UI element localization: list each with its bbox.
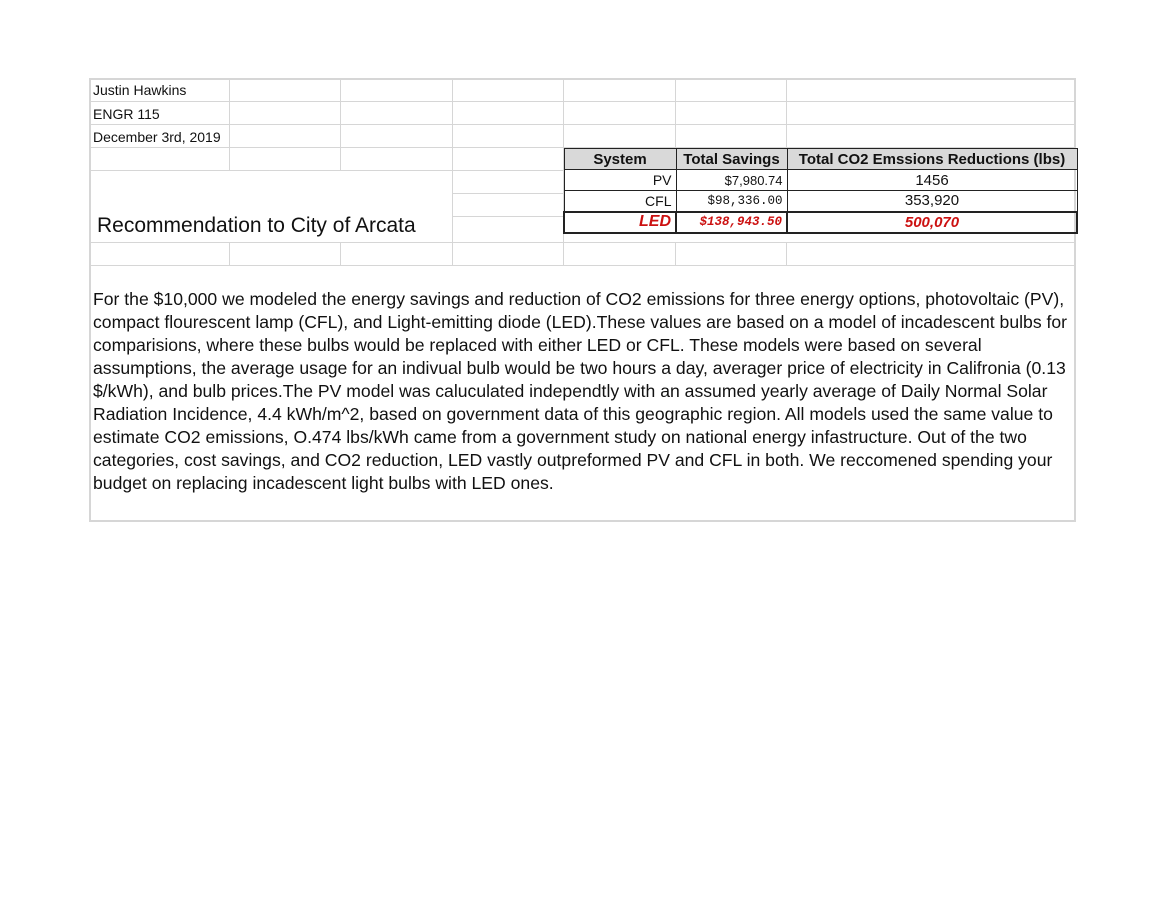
header-co2-reductions: Total CO2 Emssions Reductions (lbs) (787, 149, 1077, 170)
gridline (89, 265, 1076, 266)
gridline (89, 242, 1076, 243)
co2-cell: 500,070 (787, 212, 1077, 233)
document-date: December 3rd, 2019 (93, 129, 221, 145)
gridline (229, 242, 230, 266)
header-total-savings: Total Savings (676, 149, 787, 170)
gridline (786, 78, 787, 148)
system-cell: PV (564, 170, 676, 191)
gridline (340, 78, 341, 170)
gridline (340, 242, 341, 266)
savings-cell: $138,943.50 (676, 212, 787, 233)
gridline (786, 242, 787, 266)
co2-cell: 353,920 (787, 191, 1077, 212)
savings-cell: $7,980.74 (676, 170, 787, 191)
gridline (89, 101, 1076, 102)
course-code: ENGR 115 (93, 106, 160, 122)
gridline (452, 193, 563, 194)
recommendation-paragraph: For the $10,000 we modeled the energy savings and reduction of CO2 emissions for three energy options, photovoltaic (PV), compact flourescent lamp (CFL), and Light-emitting diode (LED).These values are based on a model of incadescent bulbs for comparisions, where these bulbs would be replaced with either LED or CFL. These models were based on several assumptions, the average usage for an indivual bulb would be two hours a day, averager price of electricity in Califronia (0.13 $/kWh), and bulb prices.The PV model was caluculated independtly with an assumed yearly average of Daily Normal Solar Radiation Incidence, 4.4 kWh/m^2, based on government data of this geographic region. All models used the same value to estimate CO2 emissions, O.474 lbs/kWh came from a government study on national energy infastructure. Out of the two categories, cost savings, and CO2 reduction, LED vastly outpreformed PV and CFL in both. We reccomened spending your budget on replacing incadescent light bulbs with LED ones. (93, 289, 1068, 493)
gridline (89, 170, 563, 171)
gridline (452, 216, 563, 217)
author-name: Justin Hawkins (93, 82, 187, 98)
table-row (564, 170, 1077, 191)
table-row (564, 191, 1077, 212)
summary-table (563, 148, 1078, 234)
co2-cell: 1456 (787, 170, 1077, 191)
table-row-highlighted (564, 212, 1077, 233)
system-cell: CFL (564, 191, 676, 212)
gridline (452, 78, 453, 266)
header-system: System (564, 149, 676, 170)
gridline (675, 78, 676, 148)
page-title: Recommendation to City of Arcata (97, 214, 416, 237)
gridline (229, 78, 230, 170)
savings-cell: $98,336.00 (676, 191, 787, 212)
table-header-row (564, 149, 1077, 170)
gridline (675, 242, 676, 266)
system-cell: LED (564, 212, 676, 233)
gridline (89, 124, 1076, 125)
